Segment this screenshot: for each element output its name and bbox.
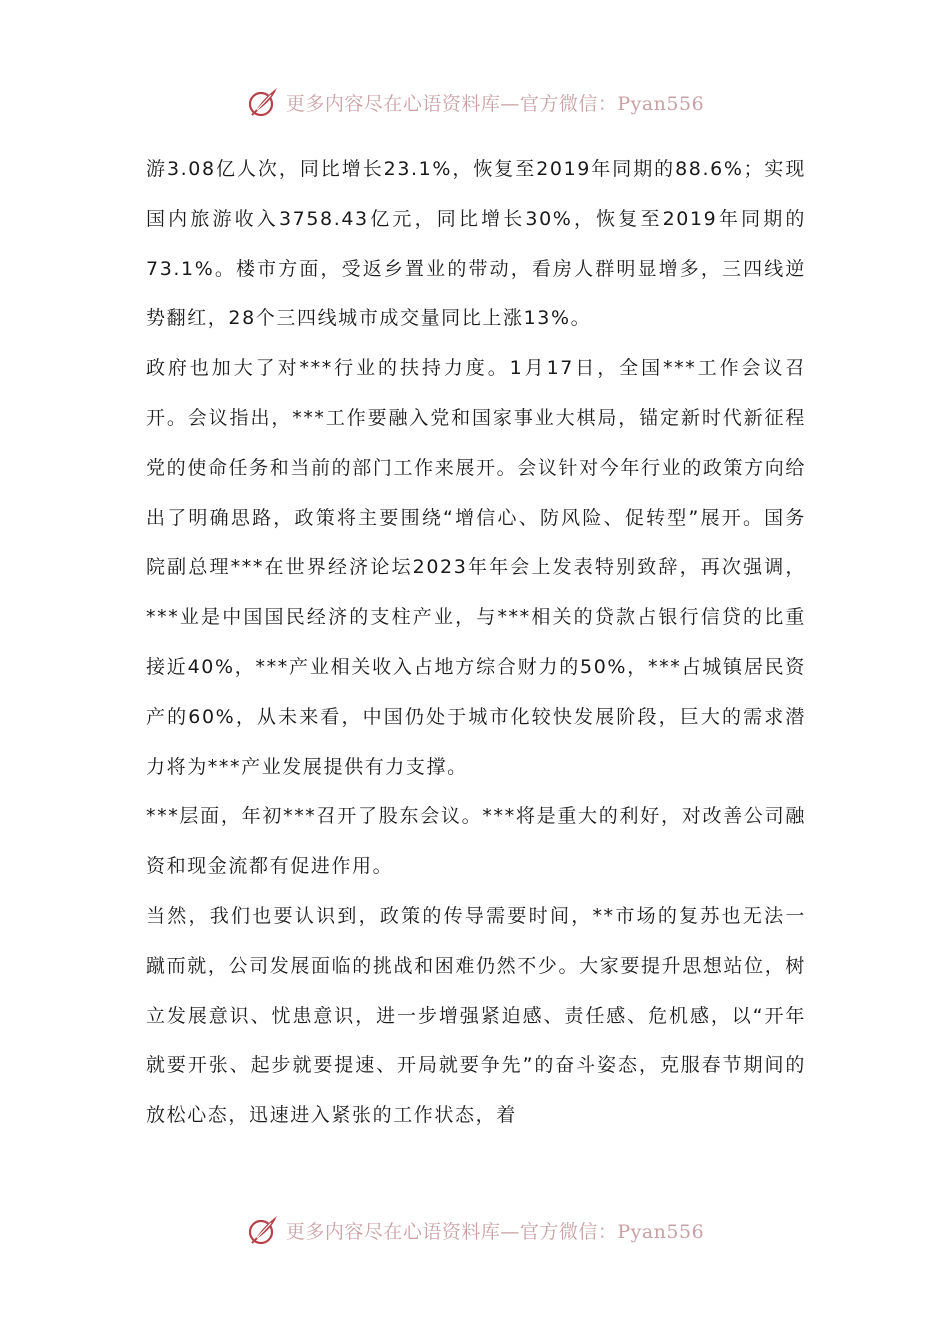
footer-watermark-text: 更多内容尽在心语资料库—官方微信：Pyan556 [285, 1220, 705, 1243]
header-watermark-text: 更多内容尽在心语资料库—官方微信：Pyan556 [285, 92, 705, 115]
document-body [146, 145, 806, 1141]
quill-logo-icon [246, 85, 280, 119]
quill-logo-icon [246, 1213, 280, 1247]
footer-watermark-banner [0, 1210, 950, 1250]
paragraph-4: 当然，我们也要认识到，政策的传导需要时间，**市场的复苏也无法一蹴而就，公司发展面临的挑战和困难仍然不少。大家要提升思想站位，树立发展意识、忧患意识，进一步增强紧迫感、责任感、危机感，以“开年就要开张、起步就要提速、开局就要争先”的奋斗姿态，克服春节期间的放松心态，迅速进入紧张的工作状态，着 [146, 904, 806, 1127]
paragraph-2: 政府也加大了对***行业的扶持力度。1月17日，全国***工作会议召开。会议指出，***工作要融入党和国家事业大棋局，锚定新时代新征程党的使命任务和当前的部门工作来展开。会议针对今年行业的政策方向给出了明确思路，政策将主要围绕“增信心、防风险、促转型”展开。国务院副总理***在世界经济论坛2023年年会上发表特别致辞，再次强调，***业是中国国民经济的支柱产业，与***相关的贷款占银行信贷的比重接近40%，***产业相关收入占地方综合财力的50%，***占城镇居民资产的60%，从未来看，中国仍处于城市化较快发展阶段，巨大的需求潜力将为***产业发展提供有力支撑。 [146, 357, 806, 778]
paragraph-3: ***层面，年初***召开了股东会议。***将是重大的利好，对改善公司融资和现金流都有促进作用。 [146, 805, 806, 878]
header-watermark-banner [0, 82, 950, 122]
paragraph-1: 游3.08亿人次，同比增长23.1%，恢复至2019年同期的88.6%；实现国内旅游收入3758.43亿元，同比增长30%，恢复至2019年同期的73.1%。楼市方面，受返乡置业的带动，看房人群明显增多，三四线逆势翻红，28个三四线城市成交量同比上涨13%。 [146, 158, 806, 330]
